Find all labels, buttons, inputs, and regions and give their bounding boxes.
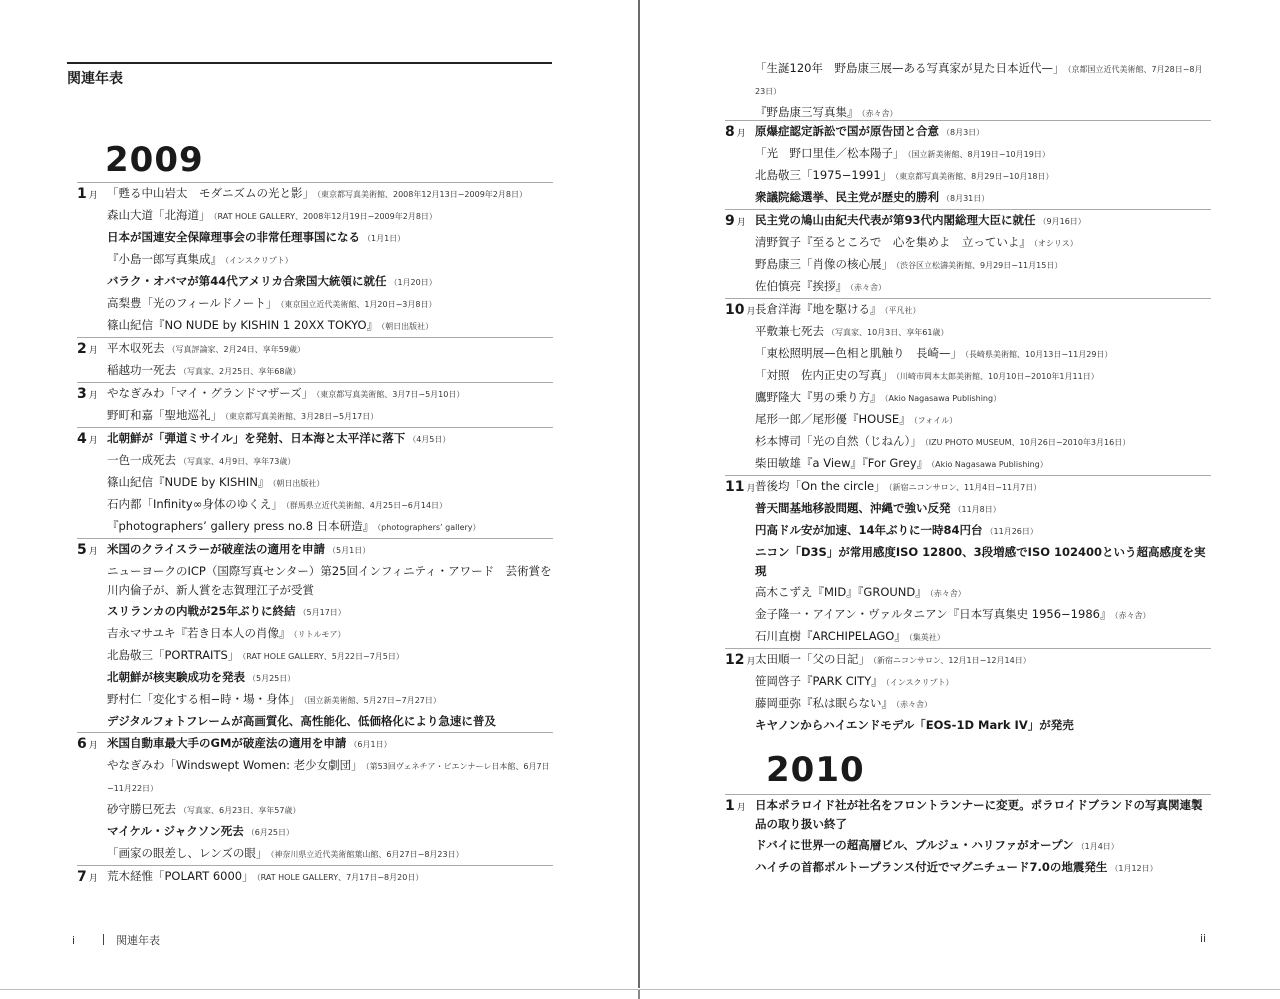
event-note: （川崎市岡本太郎美術館、10月10日−2010年1月11日）	[896, 372, 1099, 381]
event-note: （11月26日）	[985, 527, 1038, 536]
month-number: 1	[725, 798, 735, 814]
event-note: （東京都写真美術館、3月28日−5月17日）	[225, 412, 379, 421]
timeline-event	[755, 715, 1211, 736]
month-events	[725, 210, 1211, 298]
year-heading-2010: 2010	[766, 750, 865, 790]
event-note: （東京都写真美術館、3月7日−5月10日）	[316, 390, 465, 399]
timeline-2010	[725, 794, 1211, 879]
timeline-event	[107, 539, 553, 561]
month-events	[77, 383, 553, 427]
event-note: （国立新美術館、5月27日−7月27日）	[303, 696, 441, 705]
event-note: （国立新美術館、8月19日−10月19日）	[907, 150, 1050, 159]
timeline-event	[107, 755, 553, 799]
event-text: 尾形一郎／尾形優『HOUSE』	[755, 412, 911, 426]
event-text: 佐伯慎亮『挨拶』	[755, 279, 847, 293]
month-label	[77, 429, 98, 451]
timeline-event	[755, 795, 1211, 835]
timeline-event	[755, 187, 1211, 209]
timeline-event	[107, 227, 553, 249]
section-title: 関連年表	[67, 71, 123, 87]
timeline-event	[755, 671, 1211, 693]
continued-events	[725, 58, 1211, 124]
event-note: （赤々舎）	[896, 700, 932, 709]
month-label	[725, 300, 756, 322]
timeline-event	[107, 623, 553, 645]
timeline-event	[755, 835, 1211, 857]
event-note: （京都国立近代美術館、7月28日−8月23日）	[755, 65, 1203, 96]
event-text: 「甦る中山岩太 モダニズムの光と影」	[107, 186, 314, 200]
event-text: 森山大道「北海道」	[107, 208, 211, 222]
timeline-event	[107, 689, 553, 711]
event-note: （1月20日）	[389, 278, 437, 287]
month-number: 3	[77, 386, 87, 402]
event-note: （11月8日）	[953, 505, 1001, 514]
event-note: （赤々舎）	[861, 109, 898, 118]
month-unit: 月	[88, 547, 98, 557]
month-number: 2	[77, 341, 87, 357]
event-note: （Akio Nagasawa Publishing）	[931, 460, 1048, 469]
event-text: 『野島康三写真集』	[755, 105, 859, 119]
event-text: 平敷兼七死去	[755, 324, 824, 338]
timeline-event	[755, 649, 1211, 671]
event-text: 『小島一郎写真集成』	[107, 252, 222, 266]
event-note: （5月1日）	[328, 546, 371, 555]
timeline-event	[107, 472, 553, 494]
timeline-2009	[77, 182, 553, 888]
month-block	[725, 120, 1211, 209]
timeline-event	[107, 866, 553, 888]
event-note: （インスクリプト）	[225, 256, 293, 265]
timeline-event	[107, 405, 553, 427]
event-note: （オシリス）	[1033, 239, 1078, 248]
event-note: （新宿ニコンサロン、11月4日−11月7日）	[888, 483, 1042, 492]
timeline-event	[107, 383, 553, 405]
event-note: （IZU PHOTO MUSEUM、10月26日−2010年3月16日）	[924, 438, 1131, 447]
event-text: 「光 野口里佳／松本陽子」	[755, 146, 905, 160]
event-note: （1月4日）	[1076, 842, 1119, 851]
event-note: （1月1日）	[363, 234, 406, 243]
timeline-event	[107, 516, 553, 538]
event-text: 原爆症認定訴訟で国が原告団と合意	[755, 124, 939, 138]
timeline-event	[107, 711, 553, 732]
event-note: （インスクリプト）	[885, 678, 954, 687]
timeline-event	[107, 494, 553, 516]
timeline-event	[755, 431, 1211, 453]
timeline-event	[107, 338, 553, 360]
month-label	[725, 650, 756, 672]
month-label	[77, 867, 98, 889]
timeline-2009-late	[725, 120, 1211, 736]
page-number: i	[72, 934, 76, 947]
event-text: 藤岡亜弥『私は眠らない』	[755, 696, 893, 710]
event-text: 野島康三「肖像の核心展」	[755, 257, 893, 271]
event-note: （新宿ニコンサロン、12月1日−12月14日）	[873, 656, 1031, 665]
event-note: （1月12日）	[1110, 864, 1158, 873]
event-text: 野町和嘉「聖地巡礼」	[107, 408, 222, 422]
event-text: 石内都「Infinity∞身体のゆくえ」	[107, 497, 283, 511]
event-text: 高梨豊「光のフィールドノート」	[107, 296, 278, 310]
event-text: 一色一成死去	[107, 453, 176, 467]
month-block	[77, 182, 553, 337]
timeline-event	[755, 210, 1211, 232]
timeline-event	[107, 293, 553, 315]
event-text: 北朝鮮が「弾道ミサイル」を発射、日本海と太平洋に落下	[107, 431, 406, 445]
event-text: ハイチの首都ポルトープランス付近でマグニチュード7.0の地震発生	[755, 860, 1108, 874]
month-number: 1	[77, 186, 87, 202]
month-events	[725, 121, 1211, 209]
timeline-event	[755, 365, 1211, 387]
event-text: 笹岡啓子『PARK CITY』	[755, 674, 883, 688]
event-text: 民主党の鳩山由紀夫代表が第93代内閣総理大臣に就任	[755, 213, 1036, 227]
event-text: 鷹野隆大『男の乗り方』	[755, 390, 882, 404]
page-footer-left	[72, 932, 160, 948]
month-unit: 月	[746, 484, 756, 494]
month-number: 8	[725, 124, 735, 140]
header-rule	[67, 62, 552, 64]
event-text: 野村仁「変化する相−時・場・身体」	[107, 692, 301, 706]
timeline-event	[755, 143, 1211, 165]
month-events	[725, 649, 1211, 736]
event-note: （RAT HOLE GALLERY、7月17日−8月20日）	[256, 873, 424, 882]
year-heading-2009: 2009	[105, 140, 204, 180]
event-text: 『photographers’ gallery press no.8 日本研造』	[107, 519, 375, 533]
timeline-event	[755, 542, 1211, 582]
event-text: 柴田敏雄『a View』『For Grey』	[755, 456, 929, 470]
event-text: やなぎみわ「マイ・グランドマザーズ」	[107, 386, 314, 400]
event-note: （朝日出版社）	[272, 479, 325, 488]
event-text: 「対照 佐内正史の写真」	[755, 368, 893, 382]
page-footer-right	[1200, 932, 1206, 945]
month-number: 11	[725, 479, 745, 495]
event-note: （9月16日）	[1038, 217, 1086, 226]
timeline-event	[755, 232, 1211, 254]
page-number: ii	[1200, 932, 1207, 945]
month-unit: 月	[736, 129, 746, 139]
event-text: 篠山紀信『NO NUDE by KISHIN 1 20XX TOKYO』	[107, 318, 379, 332]
timeline-event	[755, 343, 1211, 365]
event-note: （5月25日）	[248, 674, 296, 683]
event-text: やなぎみわ「Windswept Women: 老少女劇団」	[107, 758, 363, 772]
month-label	[725, 796, 746, 818]
timeline-event	[755, 604, 1211, 626]
event-note: （神奈川県立近代美術館葉山館、6月27日−8月23日）	[270, 850, 464, 859]
timeline-event	[107, 821, 553, 843]
month-events	[77, 183, 553, 337]
timeline-event	[755, 693, 1211, 715]
timeline-event	[755, 520, 1211, 542]
event-note: （赤々舎）	[1114, 611, 1151, 620]
timeline-event	[755, 299, 1211, 321]
event-text: デジタルフォトフレームが高画質化、高性能化、低価格化により急速に普及	[107, 714, 496, 728]
month-unit: 月	[88, 391, 98, 401]
month-block	[77, 427, 553, 538]
timeline-event	[755, 857, 1211, 879]
timeline-event	[107, 843, 553, 865]
month-block	[77, 538, 553, 732]
event-text: 篠山紀信『NUDE by KISHIN』	[107, 475, 270, 489]
event-text: 北島敬三「1975−1991」	[755, 168, 893, 182]
event-note: （集英社）	[908, 633, 945, 642]
timeline-event	[755, 58, 1211, 102]
month-block	[725, 475, 1211, 648]
month-unit: 月	[88, 191, 98, 201]
month-events	[725, 795, 1211, 879]
timeline-event	[755, 121, 1211, 143]
month-block	[725, 648, 1211, 736]
event-note: （写真家、4月9日、享年73歳）	[179, 457, 296, 466]
event-note: （赤々舎）	[850, 283, 886, 292]
event-text: バラク・オバマが第44代アメリカ合衆国大統領に就任	[107, 274, 387, 288]
event-text: 太田順一「父の日記」	[755, 652, 870, 666]
month-label	[77, 339, 98, 361]
event-text: ドバイに世界一の超高層ビル、ブルジュ・ハリファがオープン	[755, 838, 1074, 852]
event-note: （長崎県美術館、10月13日−11月29日）	[965, 350, 1113, 359]
event-text: 普後均「On the circle」	[755, 479, 886, 493]
timeline-event	[107, 271, 553, 293]
event-text: 吉永マサユキ『若き日本人の肖像』	[107, 626, 291, 640]
event-text: 高木こずえ『MID』『GROUND』	[755, 585, 927, 599]
month-events	[77, 733, 553, 865]
event-note: （東京国立近代美術館、1月20日−3月8日）	[280, 300, 437, 309]
event-note: （群馬県立近代美術館、4月25日−6月14日）	[285, 501, 448, 510]
event-text: 平木収死去	[107, 341, 165, 355]
month-unit: 月	[88, 436, 98, 446]
event-note: （第53回ヴェネチア・ビエンナーレ日本館、6月7日−11月22日）	[107, 762, 550, 793]
month-events	[725, 476, 1211, 648]
timeline-event	[755, 276, 1211, 298]
timeline-event	[107, 360, 553, 382]
month-events	[77, 338, 553, 382]
timeline-event	[755, 321, 1211, 343]
month-events	[77, 539, 553, 732]
timeline-2009-continued	[725, 58, 1211, 124]
month-unit: 月	[736, 803, 746, 813]
timeline-event	[107, 183, 553, 205]
timeline-event	[755, 453, 1211, 475]
event-note: （5月17日）	[298, 608, 346, 617]
month-number: 6	[77, 736, 87, 752]
event-note: （フォイル）	[913, 416, 958, 425]
month-block	[77, 732, 553, 865]
event-note: （Akio Nagasawa Publishing）	[884, 394, 1002, 403]
month-unit: 月	[736, 218, 746, 228]
timeline-event	[755, 387, 1211, 409]
month-unit: 月	[746, 657, 756, 667]
event-note: （8月31日）	[942, 194, 990, 203]
month-number: 4	[77, 431, 87, 447]
footer-separator	[103, 934, 104, 945]
event-text: 杉本博司「光の自然（じねん）」	[755, 434, 922, 448]
month-label	[77, 540, 98, 562]
timeline-event	[755, 409, 1211, 431]
month-label	[77, 184, 98, 206]
right-page	[640, 0, 1280, 999]
timeline-event	[755, 254, 1211, 276]
timeline-event	[755, 582, 1211, 604]
event-text: 稲越功一死去	[107, 363, 176, 377]
event-note: （写真家、2月25日、享年68歳）	[179, 367, 301, 376]
event-text: 米国自動車最大手のGMが破産法の適用を申請	[107, 736, 347, 750]
event-text: キヤノンからハイエンドモデル「EOS-1D Mark IV」が発売	[755, 718, 1074, 732]
month-block	[725, 794, 1211, 879]
event-text: 北島敬三「PORTRAITS」	[107, 648, 240, 662]
timeline-event	[755, 626, 1211, 648]
event-text: ニコン「D3S」が常用感度ISO 12800、3段増感でISO 102400という超高感度を実現	[755, 545, 1206, 578]
event-text: 石川直樹『ARCHIPELAGO』	[755, 629, 906, 643]
month-label	[725, 477, 756, 499]
timeline-event	[107, 205, 553, 227]
month-label	[725, 211, 746, 233]
event-note: （写真家、6月23日、享年57歳）	[179, 806, 301, 815]
month-events	[77, 866, 553, 888]
timeline-event	[107, 667, 553, 689]
event-text: 「東松照明展—色相と肌触り 長崎—」	[755, 346, 962, 360]
month-block	[725, 209, 1211, 298]
event-text: マイケル・ジャクソン死去	[107, 824, 244, 838]
month-unit: 月	[88, 346, 98, 356]
month-unit: 月	[88, 874, 98, 884]
event-note: （6月1日）	[349, 740, 392, 749]
timeline-event	[107, 601, 553, 623]
event-text: 日本ポラロイド社が社名をフロントランナーに変更。ポラロイドブランドの写真関連製品の取り扱い終了	[755, 798, 1203, 831]
event-note: （東京都写真美術館、8月29日−10月18日）	[895, 172, 1054, 181]
month-label	[77, 384, 98, 406]
month-unit: 月	[746, 307, 756, 317]
event-note: （8月3日）	[942, 128, 985, 137]
event-text: 金子隆一・アイアン・ヴァルタニアン『日本写真集史 1956−1986』	[755, 607, 1112, 621]
event-note: （RAT HOLE GALLERY、5月22日−7月5日）	[242, 652, 404, 661]
event-text: 清野賀子『至るところで 心を集めよ 立っていよ』	[755, 235, 1031, 249]
month-label	[725, 122, 746, 144]
month-number: 7	[77, 869, 87, 885]
timeline-event	[107, 315, 553, 337]
timeline-event	[755, 498, 1211, 520]
event-note: （写真家、10月3日、享年61歳）	[827, 328, 949, 337]
event-note: （赤々舎）	[929, 589, 966, 598]
event-text: スリランカの内戦が25年ぶりに終結	[107, 604, 296, 618]
event-note: （朝日出版社）	[381, 322, 434, 331]
timeline-event	[107, 561, 553, 601]
event-text: 荒木経惟「POLART 6000」	[107, 869, 254, 883]
month-events	[77, 428, 553, 538]
event-note: （平凡社）	[884, 306, 921, 315]
event-text: 「画家の眼差し、レンズの眼」	[107, 846, 268, 860]
event-note: （写真評論家、2月24日、享年59歳）	[167, 345, 305, 354]
timeline-event	[107, 249, 553, 271]
event-text: 砂守勝巳死去	[107, 802, 176, 816]
event-text: 円高ドル安が加速、14年ぶりに一時84円台	[755, 523, 983, 537]
month-events	[725, 299, 1211, 475]
timeline-event	[107, 733, 553, 755]
event-text: 米国のクライスラーが破産法の適用を申請	[107, 542, 326, 556]
timeline-event	[107, 428, 553, 450]
event-note: （東京都写真美術館、2008年12月13日−2009年2月8日）	[317, 190, 527, 199]
timeline-event	[107, 645, 553, 667]
event-note: （4月5日）	[408, 435, 451, 444]
event-text: ニューヨークのICP（国際写真センター）第25回インフィニティ・アワード 芸術賞を川内倫子が、新人賞を志賀理江子が受賞	[107, 564, 552, 597]
timeline-event	[755, 476, 1211, 498]
month-number: 12	[725, 652, 745, 668]
month-block	[77, 865, 553, 888]
event-note: （リトルモア）	[293, 630, 346, 639]
month-number: 10	[725, 302, 745, 318]
month-block	[77, 337, 553, 382]
month-unit: 月	[88, 741, 98, 751]
month-label	[77, 734, 98, 756]
month-block	[725, 298, 1211, 475]
event-text: 北朝鮮が核実験成功を発表	[107, 670, 245, 684]
timeline-event	[755, 165, 1211, 187]
timeline-event	[107, 799, 553, 821]
event-note: （RAT HOLE GALLERY、2008年12月19日−2009年2月8日）	[213, 212, 437, 221]
event-note: （photographers’ gallery）	[377, 523, 481, 532]
month-block	[77, 382, 553, 427]
month-number: 5	[77, 542, 87, 558]
event-text: 日本が国連安全保障理事会の非常任理事国になる	[107, 230, 360, 244]
footer-title: 関連年表	[116, 934, 161, 947]
event-text: 普天間基地移設問題、沖縄で強い反発	[755, 501, 951, 515]
event-note: （渋谷区立松濤美術館、9月29日−11月15日）	[896, 261, 1063, 270]
timeline-event	[107, 450, 553, 472]
event-text: 長倉洋海『地を駆ける』	[755, 302, 882, 316]
event-text: 衆議院総選挙、民主党が歴史的勝利	[755, 190, 939, 204]
event-note: （6月25日）	[246, 828, 295, 837]
event-text: 「生誕120年 野島康三展—ある写真家が見た日本近代—」	[755, 61, 1065, 75]
month-number: 9	[725, 213, 735, 229]
